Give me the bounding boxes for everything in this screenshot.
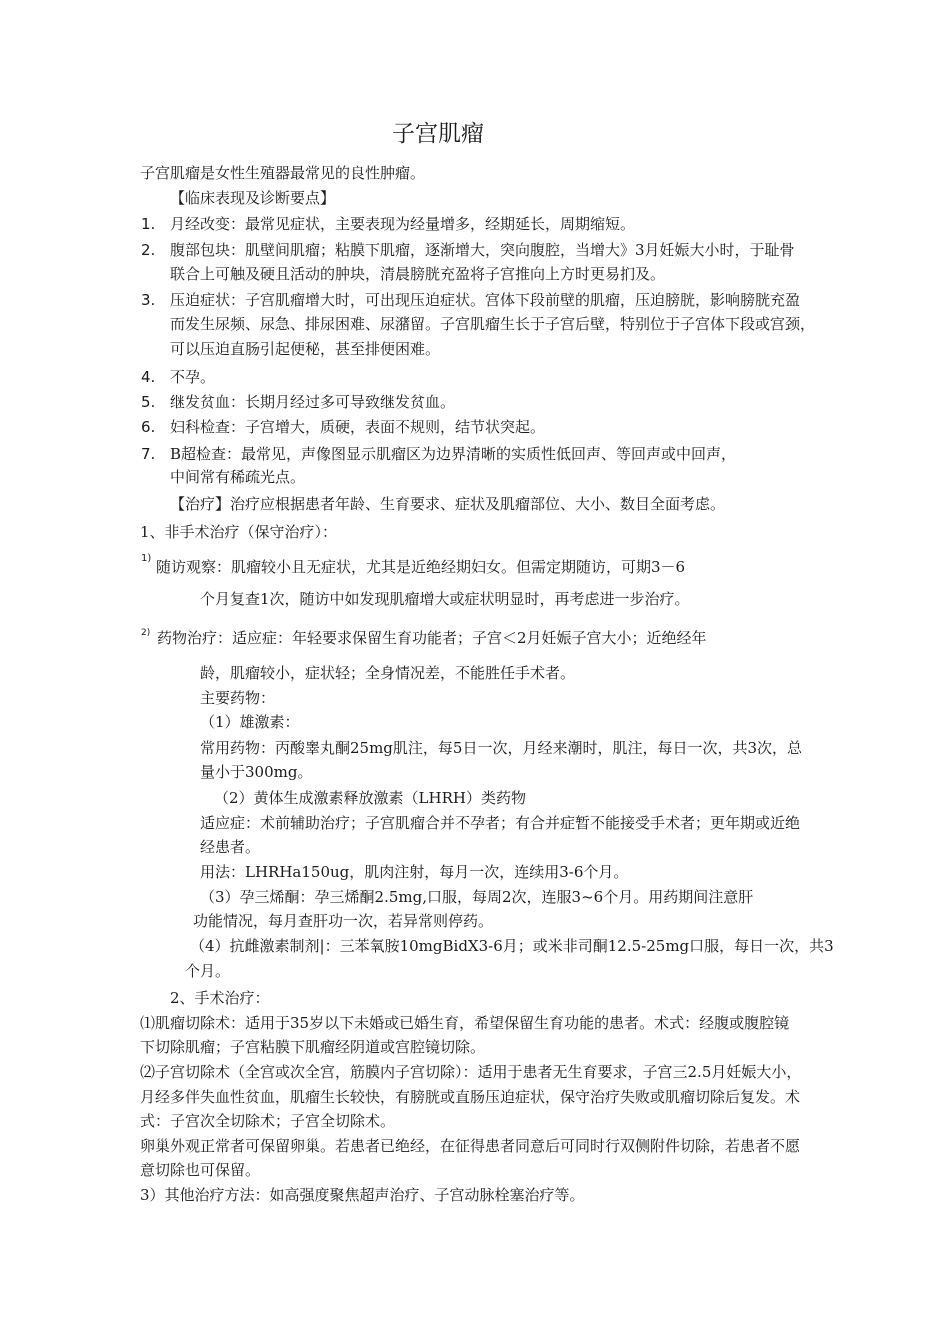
list-item: 联合上可触及硬且活动的肿块，清晨膀胱充盈将子宫推向上方时更易扪及。: [170, 265, 666, 283]
list-item: 而发生尿频、尿急、排尿困难、尿潴留。子宫肌瘤生长于子宫后壁，特别位于子宫体下段或宫颈，: [170, 315, 816, 333]
drug-text: 药物治疗：适应症：年轻要求保留生育功能者；子宫＜2月妊娠子宫大小；近绝经年: [157, 629, 707, 647]
surgical-text: ⑵子宫切除术（全宫或次全宫，筋膜内子宫切除）：适用于患者无生育要求，子宫三2.5月妊娠大小，: [140, 1063, 802, 1081]
drug-text: 功能情况，每月查肝功一次，若异常则停药。: [193, 912, 494, 930]
item-number: 7.: [141, 445, 156, 463]
clinical-heading: 【临床表现及诊断要点】: [170, 189, 336, 207]
item-number: 4.: [141, 368, 156, 386]
list-item: 可以压迫直肠引起便秘，甚至排便困难。: [170, 340, 441, 358]
drug-text: 个月。: [185, 962, 231, 980]
item-marker: 2): [141, 628, 151, 638]
drug-text: 适应症：术前辅助治疗；子宫肌瘤合并不孕者；有合并症暂不能接受手术者；更年期或近绝: [200, 814, 801, 832]
item-marker: 1): [141, 553, 152, 564]
list-item: 妇科检查：子宫增大，质硬，表面不规则，结节状突起。: [170, 418, 546, 436]
item-number: 2.: [141, 241, 156, 259]
intro-text: 子宫肌瘤是女性生殖器最常见的良性肿瘤。: [140, 164, 426, 182]
list-item: 月经改变：最常见症状，主要表现为经量增多，经期延长，周期缩短。: [170, 215, 636, 233]
surgical-text: 月经多伴失血性贫血，肌瘤生长较快，有膀胱或直肠压迫症状，保守治疗失败或肌瘤切除后复发。术: [140, 1088, 801, 1106]
observation-text: 随访观察：肌瘤较小且无症状，尤其是近绝经期妇女。但需定期随访，可期3－6: [156, 558, 686, 576]
drug-text: 量小于300mg。: [200, 763, 313, 781]
drug-text: 主要药物：: [200, 689, 276, 707]
drug-text: 龄，肌瘤较小，症状轻；全身情况差，不能胜任手术者。: [200, 664, 576, 682]
drug-text: （3）孕三烯酮：孕三烯酮2.5mg,口服，每周2次，连服3~6个月。用药期间注意肝: [200, 888, 754, 906]
item-number: 5.: [141, 393, 156, 411]
drug-text: 常用药物：丙酸睾丸酮25mg肌注，每5日一次，月经来潮时，肌注，每日一次，共3次，总: [200, 739, 803, 757]
nonsurgical-heading: 1、非手术治疗（保守治疗）：: [140, 523, 338, 541]
surgical-text: 意切除也可保留。: [140, 1161, 261, 1179]
list-item: 腹部包块：肌壁间肌瘤；粘膜下肌瘤，逐渐增大，突向腹腔，当增大》3月妊娠大小时，于耻骨: [170, 241, 795, 259]
surgical-heading: 2、手术治疗：: [170, 989, 270, 1007]
surgical-text: 卵巢外观正常者可保留卵巢。若患者已绝经，在征得患者同意后可同时行双侧附件切除，若患者不愿: [140, 1137, 801, 1155]
drug-text: （2）黄体生成激素释放激素（LHRH）类药物: [214, 789, 526, 807]
item-number: 1.: [141, 215, 156, 233]
list-item: 压迫症状：子宫肌瘤增大时，可出现压迫症状。宫体下段前壁的肌瘤，压迫膀胱，影响膀胱充盈: [170, 291, 801, 309]
drug-text: （1）雄激素：: [200, 713, 300, 731]
observation-text: 个月复查1次，随访中如发现肌瘤增大或症状明显时，再考虑进一步治疗。: [200, 590, 690, 608]
list-item: 不孕。: [170, 368, 216, 386]
item-number: 3.: [141, 291, 156, 309]
treatment-heading: 【治疗】治疗应根据患者年龄、生育要求、症状及肌瘤部位、大小、数目全面考虑。: [170, 495, 726, 513]
item-number: 6.: [141, 418, 156, 436]
list-item: 继发贫血：长期月经过多可导致继发贫血。: [170, 393, 456, 411]
list-item: B超检查：最常见，声像图显示肌瘤区为边界清晰的实质性低回声、等回声或中回声，: [170, 445, 737, 463]
page-title: 子宫肌瘤: [392, 121, 484, 147]
drug-text: （4）抗雌激素制剂|：三苯氧胺10mgBidX3-6月；或米非司酮12.5-25mg口服，每日一次，共3: [190, 937, 834, 955]
surgical-text: 式：子宫次全切除术；子宫全切除术。: [140, 1112, 396, 1130]
surgical-text: 3）其他治疗方法：如高强度聚焦超声治疗、子宫动脉栓塞治疗等。: [140, 1186, 585, 1204]
list-item: 中间常有稀疏光点。: [170, 468, 306, 486]
drug-text: 用法：LHRHa150ug，肌肉注射，每月一次，连续用3-6个月。: [200, 863, 629, 881]
drug-text: 经患者。: [200, 838, 261, 856]
surgical-text: ⑴肌瘤切除术：适用于35岁以下未婚或已婚生育，希望保留生育功能的患者。术式：经腹或腹腔镜: [140, 1014, 790, 1032]
surgical-text: 下切除肌瘤；子宫粘膜下肌瘤经阴道或宫腔镜切除。: [140, 1038, 486, 1056]
